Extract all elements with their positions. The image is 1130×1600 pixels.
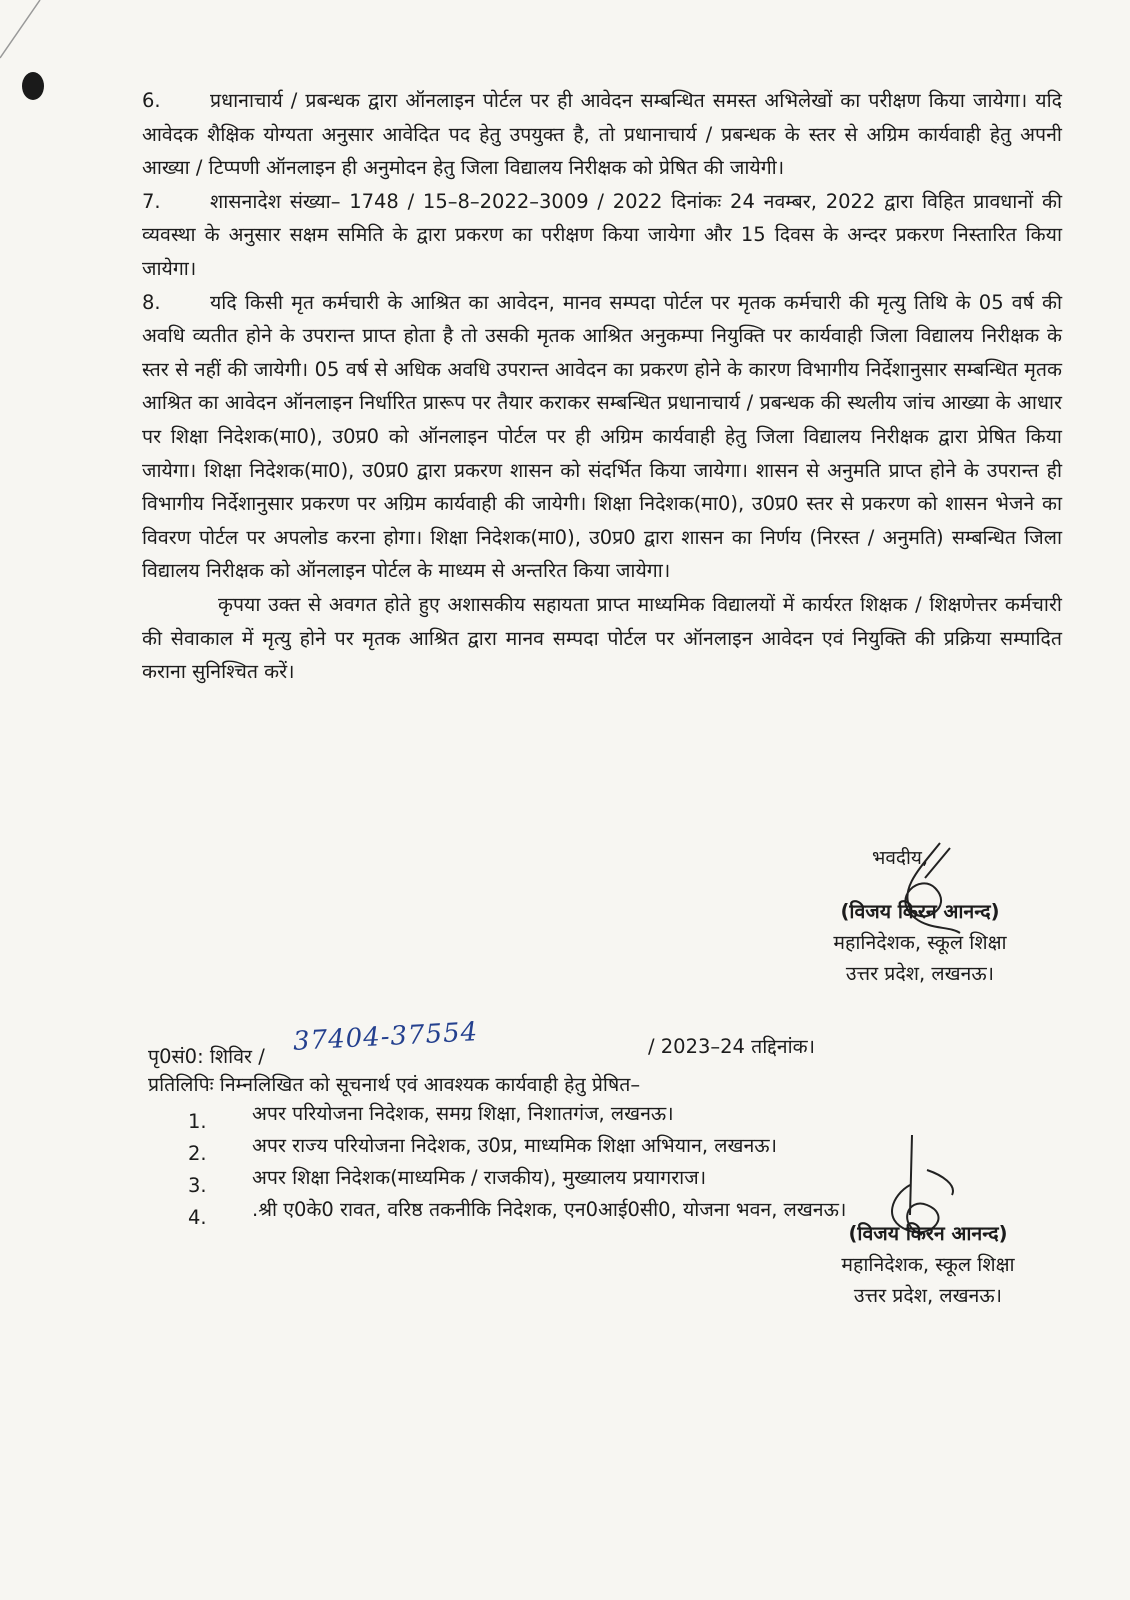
list-item-text: अपर शिक्षा निदेशक(माध्यमिक / राजकीय), मुख्यालय प्रयागराज। bbox=[252, 1166, 707, 1189]
signatory-name: (विजय किरन आनन्द) bbox=[840, 900, 1000, 923]
list-item-text: अपर राज्य परियोजना निदेशक, उ0प्र, माध्यमिक शिक्षा अभियान, लखनऊ। bbox=[252, 1134, 777, 1157]
paragraph-text: शासनादेश संख्या– 1748 / 15–8–2022–3009 / 2022 दिनांकः 24 नवम्बर, 2022 द्वारा विहित प्रावधानों की व्यवस्था के अनुसार सक्षम समिति के द्वारा प्रकरण का परीक्षण किया जायेगा और 15 दिवस के अन्दर प्रकरण निस्तारित किया जायेगा। bbox=[142, 189, 1062, 280]
reference-line bbox=[148, 1017, 1048, 1068]
signature-block-copy bbox=[808, 1218, 1048, 1311]
list-item-text: .श्री ए0के0 रावत, वरिष्ठ तकनीकि निदेशक, एन0आई0सी0, योजना भवन, लखनऊ। bbox=[252, 1198, 847, 1221]
closing-paragraph: कृपया उक्त से अवगत होते हुए अशासकीय सहायता प्राप्त माध्यमिक विद्यालयों में कार्यरत शिक्षक / शिक्षणेत्तर कर्मचारी की सेवाकाल में मृत्यु होने पर मृतक आश्रित द्वारा मानव सम्पदा पोर्टल पर ऑनलाइन आवेदन एवं नियुक्ति की प्रक्रिया सम्पादित कराना सुनिश्चित करें। bbox=[142, 592, 1062, 684]
letter-body bbox=[142, 84, 1062, 689]
paragraph-text: प्रधानाचार्य / प्रबन्धक द्वारा ऑनलाइन पोर्टल पर ही आवेदन सम्बन्धित समस्त अभिलेखों का परीक्षण किया जायेगा। यदि आवेदक शैक्षिक योग्यता अनुसार आवेदित पद हेतु उपयुक्त है, तो प्रधानाचार्य / प्रबन्धक के स्तर से अग्रिम कार्यवाही हेतु अपनी आख्या / टिप्पणी ऑनलाइन ही अनुमोदन हेतु जिला विद्यालय निरीक्षक को प्रेषित की जायेगी। bbox=[142, 89, 1062, 180]
list-item-number: 1. bbox=[188, 1110, 207, 1133]
paragraph-number: 7. bbox=[142, 189, 161, 213]
list-item bbox=[188, 1098, 1048, 1133]
corner-mark bbox=[0, 0, 60, 70]
list-item-text: अपर परियोजना निदेशक, समग्र शिक्षा, निशातगंज, लखनऊ। bbox=[252, 1102, 674, 1125]
list-item-number: 3. bbox=[188, 1174, 207, 1197]
paragraph-7 bbox=[142, 185, 1062, 286]
reference-year: / 2023–24 तद्दिनांक। bbox=[648, 1035, 815, 1058]
list-item-number: 4. bbox=[188, 1206, 207, 1229]
signatory-name: (विजय किरन आनन्द) bbox=[848, 1222, 1008, 1245]
salutation: भवदीय, bbox=[872, 847, 928, 869]
paragraph-number: 8. bbox=[142, 290, 161, 314]
paragraph-8 bbox=[142, 286, 1062, 588]
signatory-designation: महानिदेशक, स्कूल शिक्षा bbox=[833, 931, 1007, 954]
signature-block bbox=[800, 840, 1040, 989]
signatory-designation: महानिदेशक, स्कूल शिक्षा bbox=[841, 1253, 1015, 1276]
reference-handwritten-number: 37404-37554 bbox=[292, 1017, 479, 1057]
list-item-number: 2. bbox=[188, 1142, 207, 1165]
signatory-location: उत्तर प्रदेश, लखनऊ। bbox=[845, 962, 995, 985]
signatory-location: उत्तर प्रदेश, लखनऊ। bbox=[853, 1284, 1003, 1307]
paragraph-6 bbox=[142, 84, 1062, 185]
copy-intro: प्रतिलिपिः निम्नलिखित को सूचनार्थ एवं आवश्यक कार्यवाही हेतु प्रेषित– bbox=[148, 1073, 641, 1096]
paragraph-text: यदि किसी मृत कर्मचारी के आश्रित का आवेदन, मानव सम्पदा पोर्टल पर मृतक कर्मचारी की मृत्यु तिथि के 05 वर्ष की अवधि व्यतीत होने के उपरान्त प्राप्त होता है तो उसकी मृतक आश्रित अनुकम्पा नियुक्ति पर कार्यवाही जिला विद्यालय निरीक्षक के स्तर से नहीं की जायेगी। 05 वर्ष से अधिक अवधि उपरान्त आवेदन का प्रकरण होने के कारण विभागीय निर्देशानुसार सम्बन्धित मृतक आश्रित का आवेदन ऑनलाइन निर्धारित प्रारूप पर तैयार कराकर सम्बन्धित प्रधानाचार्य / प्रबन्धक की स्थलीय जांच आख्या के आधार पर शिक्षा निदेशक(मा0), उ0प्र0 को ऑनलाइन पोर्टल पर ही अग्रिम कार्यवाही हेतु जिला विद्यालय निरीक्षक द्वारा प्रेषित किया जायेगा। शिक्षा निदेशक(मा0), उ0प्र0 द्वारा प्रकरण शासन को संदर्भित किया जायेगा। शासन से अनुमति प्राप्त होने के उपरान्त ही विभागीय निर्देशानुसार प्रकरण पर अग्रिम कार्यवाही की जायेगी। शिक्षा निदेशक(मा0), उ0प्र0 स्तर से प्रकरण को शासन भेजने का विवरण पोर्टल पर अपलोड करना होगा। शिक्षा निदेशक(मा0), उ0प्र0 द्वारा शासन का निर्णय (निरस्त / अनुमति) सम्बन्धित जिला विद्यालय निरीक्षक को ऑनलाइन पोर्टल के माध्यम से अन्तरित किया जायेगा। bbox=[142, 290, 1062, 583]
paragraph-number: 6. bbox=[142, 89, 161, 112]
reference-label: पृ0सं0: शिविर / bbox=[148, 1045, 265, 1068]
punch-hole bbox=[22, 72, 44, 100]
